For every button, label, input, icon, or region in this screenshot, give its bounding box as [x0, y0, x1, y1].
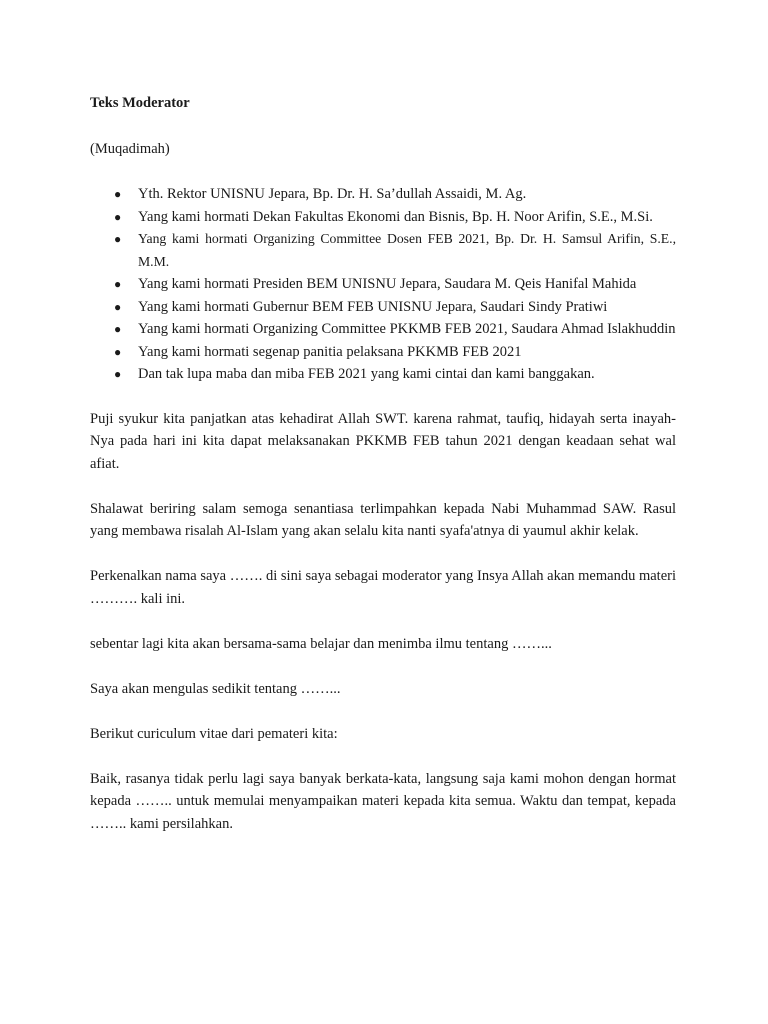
bullet-icon: ● [114, 187, 122, 201]
list-item-text: Yang kami hormati Gubernur BEM FEB UNISNU Jepara, Saudari Sindy Pratiwi [138, 298, 608, 315]
document-title: Teks Moderator [90, 95, 190, 111]
greetings-list [90, 183, 676, 386]
paragraph: Perkenalkan nama saya ……. di sini saya sebagai moderator yang Insya Allah akan memandu materi ………. kali ini. [90, 568, 676, 607]
list-item [114, 296, 676, 319]
bullet-icon: ● [114, 232, 122, 246]
list-item-text: Yang kami hormati Dekan Fakultas Ekonomi dan Bisnis, Bp. H. Noor Arifin, S.E., M.Si. [138, 208, 653, 225]
paragraph: Shalawat beriring salam semoga senantiasa terlimpahkan kepada Nabi Muhammad SAW. Rasul yang membawa risalah Al-Islam yang akan selalu kita nanti syafa'atnya di yaumul akhir kelak. [90, 500, 676, 539]
document-body [90, 92, 676, 858]
list-item-text: Yang kami hormati Organizing Committee Dosen FEB 2021, Bp. Dr. H. Samsul Arifin, S.E., M.M. [138, 231, 676, 269]
bullet-icon: ● [114, 209, 122, 224]
paragraph: sebentar lagi kita akan bersama-sama belajar dan menimba ilmu tentang ……... [90, 635, 552, 652]
list-item [114, 341, 676, 364]
list-item-text: Yang kami hormati Presiden BEM UNISNU Jepara, Saudara M. Qeis Hanifal Mahida [138, 276, 637, 292]
paragraph: Berikut curiculum vitae dari pemateri kita: [90, 725, 338, 742]
bullet-icon: ● [114, 367, 122, 381]
list-item-text: Yang kami hormati segenap panitia pelaksana PKKMB FEB 2021 [138, 343, 522, 360]
paragraph: Puji syukur kita panjatkan atas kehadirat Allah SWT. karena rahmat, taufiq, hidayah serta inayah-Nya pada hari ini kita dapat melaksanakan PKKMB FEB tahun 2021 dengan keadaan sehat wal afiat. [90, 410, 676, 472]
list-item [114, 228, 676, 273]
intro-text: (Muqadimah) [90, 140, 170, 157]
list-item-text: Dan tak lupa maba dan miba FEB 2021 yang kami cintai dan kami banggakan. [138, 366, 595, 382]
paragraph: Saya akan mengulas sedikit tentang ……... [90, 680, 341, 697]
list-item [114, 183, 676, 206]
bullet-icon: ● [114, 322, 122, 336]
list-item-text: Yang kami hormati Organizing Committee PKKMB FEB 2021, Saudara Ahmad Islakhuddin [138, 321, 676, 337]
list-item [114, 273, 676, 296]
bullet-icon: ● [114, 299, 122, 314]
bullet-icon: ● [114, 344, 122, 359]
list-item-text: Yth. Rektor UNISNU Jepara, Bp. Dr. H. Sa’dullah Assaidi, M. Ag. [138, 186, 527, 202]
bullet-icon: ● [114, 277, 122, 291]
paragraph: Baik, rasanya tidak perlu lagi saya banyak berkata-kata, langsung saja kami mohon dengan hormat kepada …….. untuk memulai menyampaikan materi kepada kita semua. Waktu dan tempat, kepada …….. kami persilahkan. [90, 770, 676, 832]
list-item [114, 363, 676, 386]
list-item [114, 318, 676, 341]
list-item [114, 206, 676, 229]
